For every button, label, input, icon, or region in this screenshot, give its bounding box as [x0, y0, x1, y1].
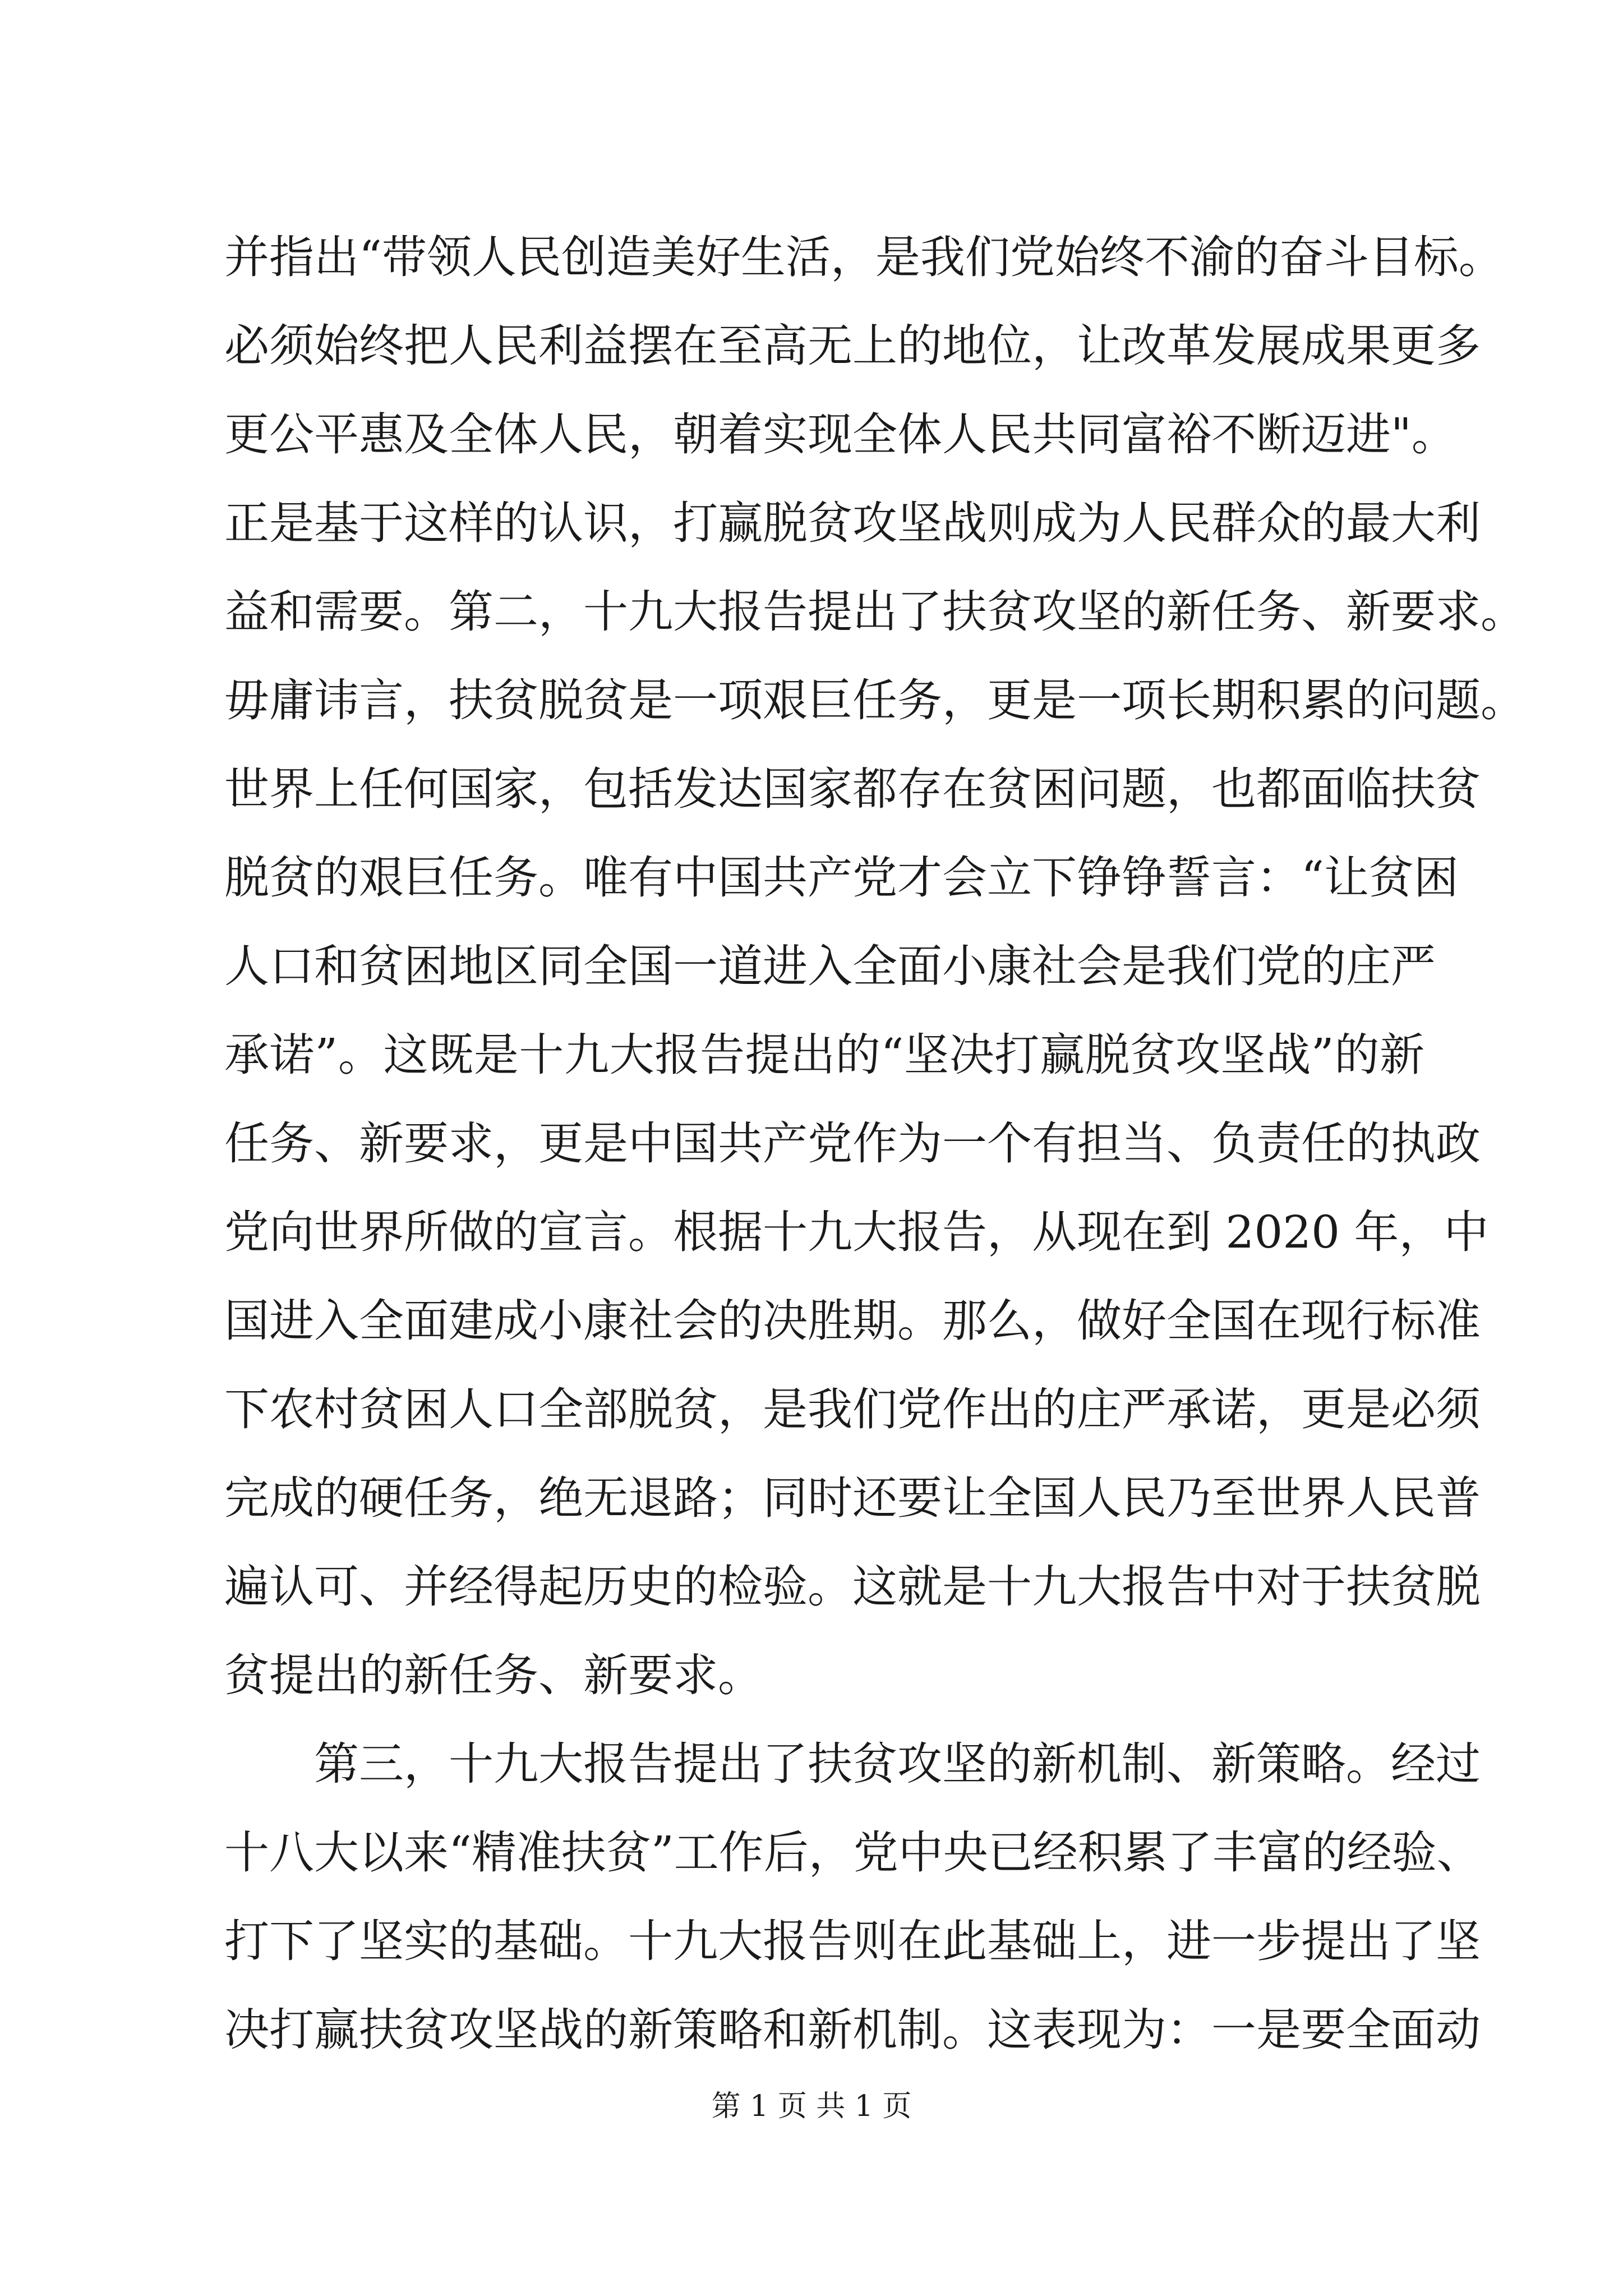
- document-body: [224, 213, 1525, 2074]
- text-line: 毋庸讳言，扶贫脱贫是一项艰巨任务，更是一项长期积累的问题。: [224, 674, 1525, 726]
- page-footer: [0, 2087, 1623, 2126]
- text-line: 完成的硬任务，绝无退路；同时还要让全国人民乃至世界人民普: [224, 1472, 1481, 1524]
- text-line: 承诺”。这既是十九大报告提出的“坚决打赢脱贫攻坚战”的新: [224, 1029, 1424, 1081]
- text-line: 脱贫的艰巨任务。唯有中国共产党才会立下铮铮誓言：“让贫困: [224, 852, 1459, 904]
- text-line: 党向世界所做的宣言。根据十九大报告，从现在到 2020 年，中: [224, 1206, 1489, 1258]
- text-line: 任务、新要求，更是中国共产党作为一个有担当、负责任的执政: [224, 1117, 1481, 1170]
- text-line: 决打赢扶贫攻坚战的新策略和新机制。这表现为：一是要全面动: [224, 2004, 1481, 2056]
- text-line: 人口和贫困地区同全国一道进入全面小康社会是我们党的庄严: [224, 940, 1436, 992]
- text-line: 下农村贫困人口全部脱贫，是我们党作出的庄严承诺，更是必须: [224, 1383, 1481, 1435]
- text-line: 贫提出的新任务、新要求。: [224, 1649, 763, 1701]
- text-line: 并指出“带领人民创造美好生活，是我们党始终不渝的奋斗目标。: [224, 231, 1504, 283]
- text-line: 十八大以来“精准扶贫”工作后，党中央已经积累了丰富的经验、: [224, 1826, 1482, 1879]
- page-number-label: 第 1 页 共 1 页: [711, 2090, 912, 2123]
- text-line: 更公平惠及全体人民，朝着实现全体人民共同富裕不断迈进"。: [224, 408, 1456, 461]
- text-line: 第三，十九大报告提出了扶贫攻坚的新机制、新策略。经过: [314, 1738, 1481, 1790]
- text-line: 益和需要。第二，十九大报告提出了扶贫攻坚的新任务、新要求。: [224, 586, 1525, 638]
- text-line: 世界上任何国家，包括发达国家都存在贫困问题，也都面临扶贫: [224, 763, 1481, 815]
- text-line: 必须始终把人民利益摆在至高无上的地位，让改革发展成果更多: [224, 320, 1481, 372]
- text-line: 国进入全面建成小康社会的决胜期。那么，做好全国在现行标准: [224, 1295, 1481, 1347]
- paragraph-1: [224, 213, 1525, 1720]
- text-line: 遍认可、并经得起历史的检验。这就是十九大报告中对于扶贫脱: [224, 1561, 1481, 1613]
- text-line: 正是基于这样的认识，打赢脱贫攻坚战则成为人民群众的最大利: [224, 497, 1481, 549]
- paragraph-2: [224, 1720, 1482, 2074]
- text-line: 打下了坚实的基础。十九大报告则在此基础上，进一步提出了坚: [224, 1915, 1481, 1967]
